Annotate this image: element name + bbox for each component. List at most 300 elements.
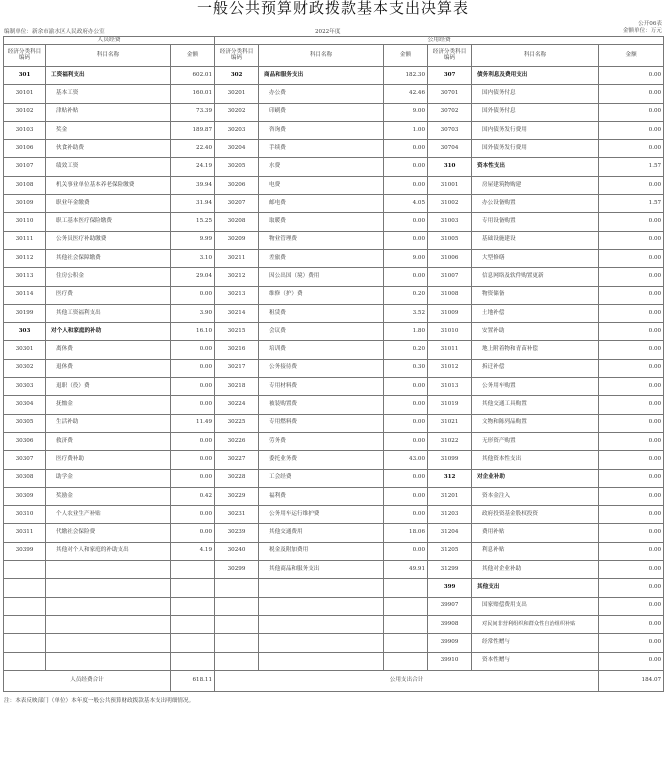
cell-name: 会议费 xyxy=(259,323,384,341)
table-row xyxy=(4,469,664,487)
cell-code: 30112 xyxy=(4,249,46,267)
cell-amount: 16.10 xyxy=(171,323,215,341)
cell-name: 办公设备购置 xyxy=(472,195,599,213)
table-row xyxy=(4,615,664,633)
cell-amount: 0.00 xyxy=(599,286,664,304)
cell-name: 退职（役）费 xyxy=(46,378,171,396)
cell-name: 公务接待费 xyxy=(259,359,384,377)
cell-code: 31005 xyxy=(428,231,472,249)
cell-name: 咨询费 xyxy=(259,121,384,139)
table-row xyxy=(4,231,664,249)
col-header-name: 科目名称 xyxy=(259,45,384,67)
table-row xyxy=(4,597,664,615)
cell-name: 其他对个人和家庭的补助支出 xyxy=(46,542,171,560)
cell-name: 对个人和家庭的补助 xyxy=(46,323,171,341)
section-personnel: 人员经费 xyxy=(4,37,215,45)
col-header-amount: 金额 xyxy=(171,45,215,67)
table-row xyxy=(4,249,664,267)
cell-code: 30302 xyxy=(4,359,46,377)
cell-name: 印刷费 xyxy=(259,103,384,121)
meta-bar xyxy=(3,17,663,36)
cell-code xyxy=(4,652,46,670)
cell-name: 其他工资福利支出 xyxy=(46,304,171,322)
cell-name: 资本性支出 xyxy=(472,158,599,176)
cell-code: 30231 xyxy=(215,506,259,524)
cell-code: 30240 xyxy=(215,542,259,560)
cell-amount: 0.00 xyxy=(599,231,664,249)
cell-name: 商品和服务支出 xyxy=(259,67,384,85)
cell-amount: 3.52 xyxy=(384,304,428,322)
cell-code: 30311 xyxy=(4,524,46,542)
cell-code: 31019 xyxy=(428,396,472,414)
cell-code: 30239 xyxy=(215,524,259,542)
cell-name: 伙食补助费 xyxy=(46,140,171,158)
cell-amount: 0.00 xyxy=(384,268,428,286)
cell-name: 委托业务费 xyxy=(259,451,384,469)
cell-name: 对民间非营利组织和群众性自治组织补贴 xyxy=(472,615,599,633)
expenditure-table xyxy=(3,36,664,692)
table-row xyxy=(4,121,664,139)
cell-name: 地上附着物和青苗补偿 xyxy=(472,341,599,359)
cell-code: 30202 xyxy=(215,103,259,121)
cell-code: 30203 xyxy=(215,121,259,139)
cell-name xyxy=(259,579,384,597)
table-row xyxy=(4,304,664,322)
cell-code: 31203 xyxy=(428,506,472,524)
cell-code xyxy=(4,561,46,579)
cell-name xyxy=(259,615,384,633)
table-row xyxy=(4,579,664,597)
cell-code: 302 xyxy=(215,67,259,85)
cell-name: 其他支出 xyxy=(472,579,599,597)
cell-name: 其他商品和服务支出 xyxy=(259,561,384,579)
table-row xyxy=(4,652,664,670)
cell-amount xyxy=(171,652,215,670)
cell-code: 31009 xyxy=(428,304,472,322)
cell-amount: 0.00 xyxy=(599,561,664,579)
cell-name: 抚恤金 xyxy=(46,396,171,414)
cell-name: 职业年金缴费 xyxy=(46,195,171,213)
cell-name: 工会经费 xyxy=(259,469,384,487)
cell-name: 电费 xyxy=(259,176,384,194)
cell-code: 39910 xyxy=(428,652,472,670)
cell-amount: 0.00 xyxy=(599,67,664,85)
cell-amount: 9.99 xyxy=(171,231,215,249)
cell-name: 离休费 xyxy=(46,341,171,359)
cell-code xyxy=(215,652,259,670)
table-row xyxy=(4,67,664,85)
cell-amount: 0.00 xyxy=(384,469,428,487)
cell-amount xyxy=(384,597,428,615)
cell-code: 303 xyxy=(4,323,46,341)
cell-amount xyxy=(171,597,215,615)
cell-name: 代缴社会保险费 xyxy=(46,524,171,542)
cell-name: 对企业补助 xyxy=(472,469,599,487)
cell-name xyxy=(46,615,171,633)
cell-amount: 0.42 xyxy=(171,487,215,505)
cell-code: 30217 xyxy=(215,359,259,377)
cell-code: 30307 xyxy=(4,451,46,469)
cell-amount xyxy=(384,615,428,633)
cell-amount: 0.00 xyxy=(384,213,428,231)
cell-code: 30301 xyxy=(4,341,46,359)
cell-amount: 0.30 xyxy=(384,359,428,377)
cell-amount: 0.00 xyxy=(171,432,215,450)
form-code: 公开06表 xyxy=(638,21,662,27)
cell-code: 30308 xyxy=(4,469,46,487)
cell-name: 物资储备 xyxy=(472,286,599,304)
cell-name: 政府投资基金股权投资 xyxy=(472,506,599,524)
col-header-code: 经济分类科目编码 xyxy=(215,45,259,67)
cell-code: 30227 xyxy=(215,451,259,469)
cell-amount: 3.10 xyxy=(171,249,215,267)
cell-code: 30703 xyxy=(428,121,472,139)
cell-code: 30306 xyxy=(4,432,46,450)
cell-name: 税金及附加费用 xyxy=(259,542,384,560)
totals-row xyxy=(4,670,664,691)
cell-name: 工资福利支出 xyxy=(46,67,171,85)
cell-name: 无形资产购置 xyxy=(472,432,599,450)
cell-amount: 11.49 xyxy=(171,414,215,432)
cell-code: 30214 xyxy=(215,304,259,322)
cell-code: 30102 xyxy=(4,103,46,121)
cell-code: 30701 xyxy=(428,85,472,103)
section-header-row xyxy=(4,37,664,45)
cell-amount: 0.00 xyxy=(171,378,215,396)
cell-amount: 0.00 xyxy=(384,396,428,414)
footnote: 注：本表反映部门（单位）本年度一般公共预算财政拨款基本支出明细情况。 xyxy=(4,697,195,704)
cell-amount: 0.00 xyxy=(384,378,428,396)
cell-amount: 0.00 xyxy=(599,579,664,597)
cell-code: 312 xyxy=(428,469,472,487)
fiscal-year: 2022年度 xyxy=(315,29,341,35)
cell-name: 医疗费补助 xyxy=(46,451,171,469)
cell-amount: 1.00 xyxy=(384,121,428,139)
cell-amount: 0.00 xyxy=(599,652,664,670)
cell-name: 因公出国（境）费用 xyxy=(259,268,384,286)
cell-amount: 0.00 xyxy=(599,615,664,633)
cell-name: 津贴补贴 xyxy=(46,103,171,121)
cell-amount: 0.00 xyxy=(599,378,664,396)
cell-amount: 0.00 xyxy=(599,176,664,194)
cell-name: 劳务费 xyxy=(259,432,384,450)
cell-code: 307 xyxy=(428,67,472,85)
cell-code: 30106 xyxy=(4,140,46,158)
cell-code: 30211 xyxy=(215,249,259,267)
cell-amount: 0.20 xyxy=(384,286,428,304)
cell-code: 30103 xyxy=(4,121,46,139)
cell-amount: 0.00 xyxy=(599,634,664,652)
cell-name: 其他社会保障缴费 xyxy=(46,249,171,267)
cell-code: 30201 xyxy=(215,85,259,103)
cell-amount: 189.87 xyxy=(171,121,215,139)
cell-amount: 1.57 xyxy=(599,195,664,213)
cell-name: 公务用车购置 xyxy=(472,378,599,396)
cell-amount: 0.00 xyxy=(599,140,664,158)
cell-code: 30212 xyxy=(215,268,259,286)
cell-code xyxy=(215,615,259,633)
cell-amount: 1.57 xyxy=(599,158,664,176)
table-row xyxy=(4,524,664,542)
cell-name xyxy=(259,634,384,652)
cell-amount: 4.05 xyxy=(384,195,428,213)
cell-name: 国外债务发行费用 xyxy=(472,140,599,158)
cell-amount: 0.00 xyxy=(171,286,215,304)
cell-amount xyxy=(171,561,215,579)
table-row xyxy=(4,378,664,396)
cell-amount xyxy=(384,634,428,652)
cell-name: 其他交通工具购置 xyxy=(472,396,599,414)
cell-name: 文物和陈列品购置 xyxy=(472,414,599,432)
cell-name: 机关事业单位基本养老保险缴费 xyxy=(46,176,171,194)
cell-code: 30224 xyxy=(215,396,259,414)
cell-name: 绩效工资 xyxy=(46,158,171,176)
cell-amount: 0.00 xyxy=(599,469,664,487)
cell-code: 30309 xyxy=(4,487,46,505)
cell-name: 大型修缮 xyxy=(472,249,599,267)
table-row xyxy=(4,432,664,450)
cell-code: 30299 xyxy=(215,561,259,579)
cell-amount: 0.00 xyxy=(599,249,664,267)
cell-code: 30225 xyxy=(215,414,259,432)
cell-code xyxy=(215,579,259,597)
col-header-code: 经济分类科目编码 xyxy=(428,45,472,67)
cell-name: 生活补助 xyxy=(46,414,171,432)
cell-code: 30702 xyxy=(428,103,472,121)
cell-name: 国内债务付息 xyxy=(472,85,599,103)
cell-code: 31299 xyxy=(428,561,472,579)
table-row xyxy=(4,359,664,377)
cell-name: 培训费 xyxy=(259,341,384,359)
cell-name: 住房公积金 xyxy=(46,268,171,286)
cell-code: 30107 xyxy=(4,158,46,176)
cell-name: 资本性赠与 xyxy=(472,652,599,670)
section-public: 公用经费 xyxy=(215,37,664,45)
cell-amount: 43.00 xyxy=(384,451,428,469)
cell-code xyxy=(215,597,259,615)
cell-code: 30111 xyxy=(4,231,46,249)
cell-amount: 73.39 xyxy=(171,103,215,121)
cell-name: 土地补偿 xyxy=(472,304,599,322)
table-row xyxy=(4,542,664,560)
cell-name: 救济费 xyxy=(46,432,171,450)
page-title: 一般公共预算财政拨款基本支出决算表 xyxy=(196,0,469,17)
table-row xyxy=(4,561,664,579)
cell-amount: 9.00 xyxy=(384,249,428,267)
cell-name: 公务用车运行维护费 xyxy=(259,506,384,524)
cell-name: 经常性赠与 xyxy=(472,634,599,652)
cell-amount: 182.30 xyxy=(384,67,428,85)
cell-amount: 0.20 xyxy=(384,341,428,359)
table-row xyxy=(4,176,664,194)
cell-amount: 24.19 xyxy=(171,158,215,176)
cell-name: 拆迁补偿 xyxy=(472,359,599,377)
cell-name: 国家赔偿费用支出 xyxy=(472,597,599,615)
cell-name: 维修（护）费 xyxy=(259,286,384,304)
cell-amount: 42.46 xyxy=(384,85,428,103)
cell-amount: 18.06 xyxy=(384,524,428,542)
cell-name xyxy=(46,579,171,597)
cell-code: 30213 xyxy=(215,286,259,304)
cell-code: 30113 xyxy=(4,268,46,286)
cell-code: 31008 xyxy=(428,286,472,304)
cell-amount: 1.80 xyxy=(384,323,428,341)
public-total-label: 公用支出合计 xyxy=(215,670,599,691)
cell-name: 专用燃料费 xyxy=(259,414,384,432)
cell-name: 租赁费 xyxy=(259,304,384,322)
cell-code: 30204 xyxy=(215,140,259,158)
cell-code xyxy=(215,634,259,652)
cell-amount: 0.00 xyxy=(599,506,664,524)
table-row xyxy=(4,506,664,524)
cell-amount: 15.25 xyxy=(171,213,215,231)
cell-name: 费用补贴 xyxy=(472,524,599,542)
cell-code: 399 xyxy=(428,579,472,597)
cell-amount: 0.00 xyxy=(171,524,215,542)
cell-code: 30215 xyxy=(215,323,259,341)
cell-amount: 39.94 xyxy=(171,176,215,194)
cell-amount: 0.00 xyxy=(599,103,664,121)
cell-amount: 0.00 xyxy=(599,432,664,450)
table-row xyxy=(4,213,664,231)
cell-code: 30229 xyxy=(215,487,259,505)
col-header-amount: 金额 xyxy=(384,45,428,67)
cell-code: 30218 xyxy=(215,378,259,396)
cell-amount: 0.00 xyxy=(171,359,215,377)
table-row xyxy=(4,85,664,103)
cell-amount: 0.00 xyxy=(599,323,664,341)
cell-amount: 0.00 xyxy=(599,396,664,414)
cell-name: 手续费 xyxy=(259,140,384,158)
cell-code: 30228 xyxy=(215,469,259,487)
cell-amount xyxy=(171,634,215,652)
cell-code: 31001 xyxy=(428,176,472,194)
cell-code: 30303 xyxy=(4,378,46,396)
cell-amount: 9.00 xyxy=(384,103,428,121)
cell-amount: 0.00 xyxy=(599,121,664,139)
col-header-code: 经济分类科目编码 xyxy=(4,45,46,67)
cell-amount: 0.00 xyxy=(171,469,215,487)
table-row xyxy=(4,487,664,505)
cell-name: 邮电费 xyxy=(259,195,384,213)
cell-amount: 0.00 xyxy=(599,414,664,432)
cell-name xyxy=(46,597,171,615)
cell-amount: 4.19 xyxy=(171,542,215,560)
cell-code: 39907 xyxy=(428,597,472,615)
cell-amount: 602.01 xyxy=(171,67,215,85)
cell-name: 医疗费 xyxy=(46,286,171,304)
cell-code: 30199 xyxy=(4,304,46,322)
cell-name xyxy=(259,597,384,615)
org-label: 编制单位：新余市渝水区人民政府办公室 xyxy=(4,29,105,35)
cell-amount: 31.94 xyxy=(171,195,215,213)
table-row xyxy=(4,286,664,304)
cell-amount: 0.00 xyxy=(384,487,428,505)
cell-name: 公务员医疗补助缴费 xyxy=(46,231,171,249)
cell-code: 30310 xyxy=(4,506,46,524)
cell-amount: 49.91 xyxy=(384,561,428,579)
cell-code: 31002 xyxy=(428,195,472,213)
cell-name xyxy=(259,652,384,670)
table-row xyxy=(4,396,664,414)
cell-name xyxy=(46,652,171,670)
cell-amount: 0.00 xyxy=(599,213,664,231)
table-row xyxy=(4,634,664,652)
table-row xyxy=(4,195,664,213)
cell-name xyxy=(46,634,171,652)
cell-name xyxy=(46,561,171,579)
table-row xyxy=(4,140,664,158)
cell-code xyxy=(4,597,46,615)
cell-code: 31003 xyxy=(428,213,472,231)
cell-name: 专用设备购置 xyxy=(472,213,599,231)
cell-amount: 0.00 xyxy=(384,158,428,176)
cell-code: 30209 xyxy=(215,231,259,249)
cell-code: 30207 xyxy=(215,195,259,213)
public-total-amount: 184.07 xyxy=(599,670,664,691)
cell-amount xyxy=(171,615,215,633)
cell-code: 30110 xyxy=(4,213,46,231)
table-row xyxy=(4,268,664,286)
cell-amount: 0.00 xyxy=(384,231,428,249)
cell-amount: 0.00 xyxy=(384,176,428,194)
cell-name: 安置补助 xyxy=(472,323,599,341)
cell-code: 31205 xyxy=(428,542,472,560)
table-row xyxy=(4,414,664,432)
cell-code: 30108 xyxy=(4,176,46,194)
cell-code: 31022 xyxy=(428,432,472,450)
cell-name: 专用材料费 xyxy=(259,378,384,396)
cell-name: 基本工资 xyxy=(46,85,171,103)
cell-code: 39908 xyxy=(428,615,472,633)
cell-amount: 0.00 xyxy=(384,140,428,158)
cell-code: 31012 xyxy=(428,359,472,377)
cell-name: 职工基本医疗保险缴费 xyxy=(46,213,171,231)
cell-code: 301 xyxy=(4,67,46,85)
cell-code: 30704 xyxy=(428,140,472,158)
cell-code: 30101 xyxy=(4,85,46,103)
cell-amount: 0.00 xyxy=(384,414,428,432)
cell-name: 利息补贴 xyxy=(472,542,599,560)
column-header-row xyxy=(4,45,664,67)
cell-amount: 0.00 xyxy=(384,432,428,450)
cell-name: 取暖费 xyxy=(259,213,384,231)
table-row xyxy=(4,323,664,341)
cell-code: 30114 xyxy=(4,286,46,304)
cell-amount xyxy=(384,652,428,670)
cell-code: 39909 xyxy=(428,634,472,652)
document-page xyxy=(3,0,663,704)
cell-code: 31021 xyxy=(428,414,472,432)
cell-name: 基础设施建设 xyxy=(472,231,599,249)
cell-amount: 0.00 xyxy=(384,506,428,524)
cell-amount: 160.01 xyxy=(171,85,215,103)
col-header-amount: 金额 xyxy=(599,45,664,67)
cell-name: 福利费 xyxy=(259,487,384,505)
cell-amount: 0.00 xyxy=(171,341,215,359)
cell-amount: 0.00 xyxy=(599,341,664,359)
cell-code: 30109 xyxy=(4,195,46,213)
cell-code xyxy=(4,615,46,633)
cell-code: 31011 xyxy=(428,341,472,359)
personnel-total-amount: 618.11 xyxy=(171,670,215,691)
cell-name: 资本金注入 xyxy=(472,487,599,505)
cell-name: 债务利息及费用支出 xyxy=(472,67,599,85)
cell-name: 被装购置费 xyxy=(259,396,384,414)
cell-amount: 0.00 xyxy=(599,487,664,505)
cell-amount: 0.00 xyxy=(384,542,428,560)
cell-code: 310 xyxy=(428,158,472,176)
